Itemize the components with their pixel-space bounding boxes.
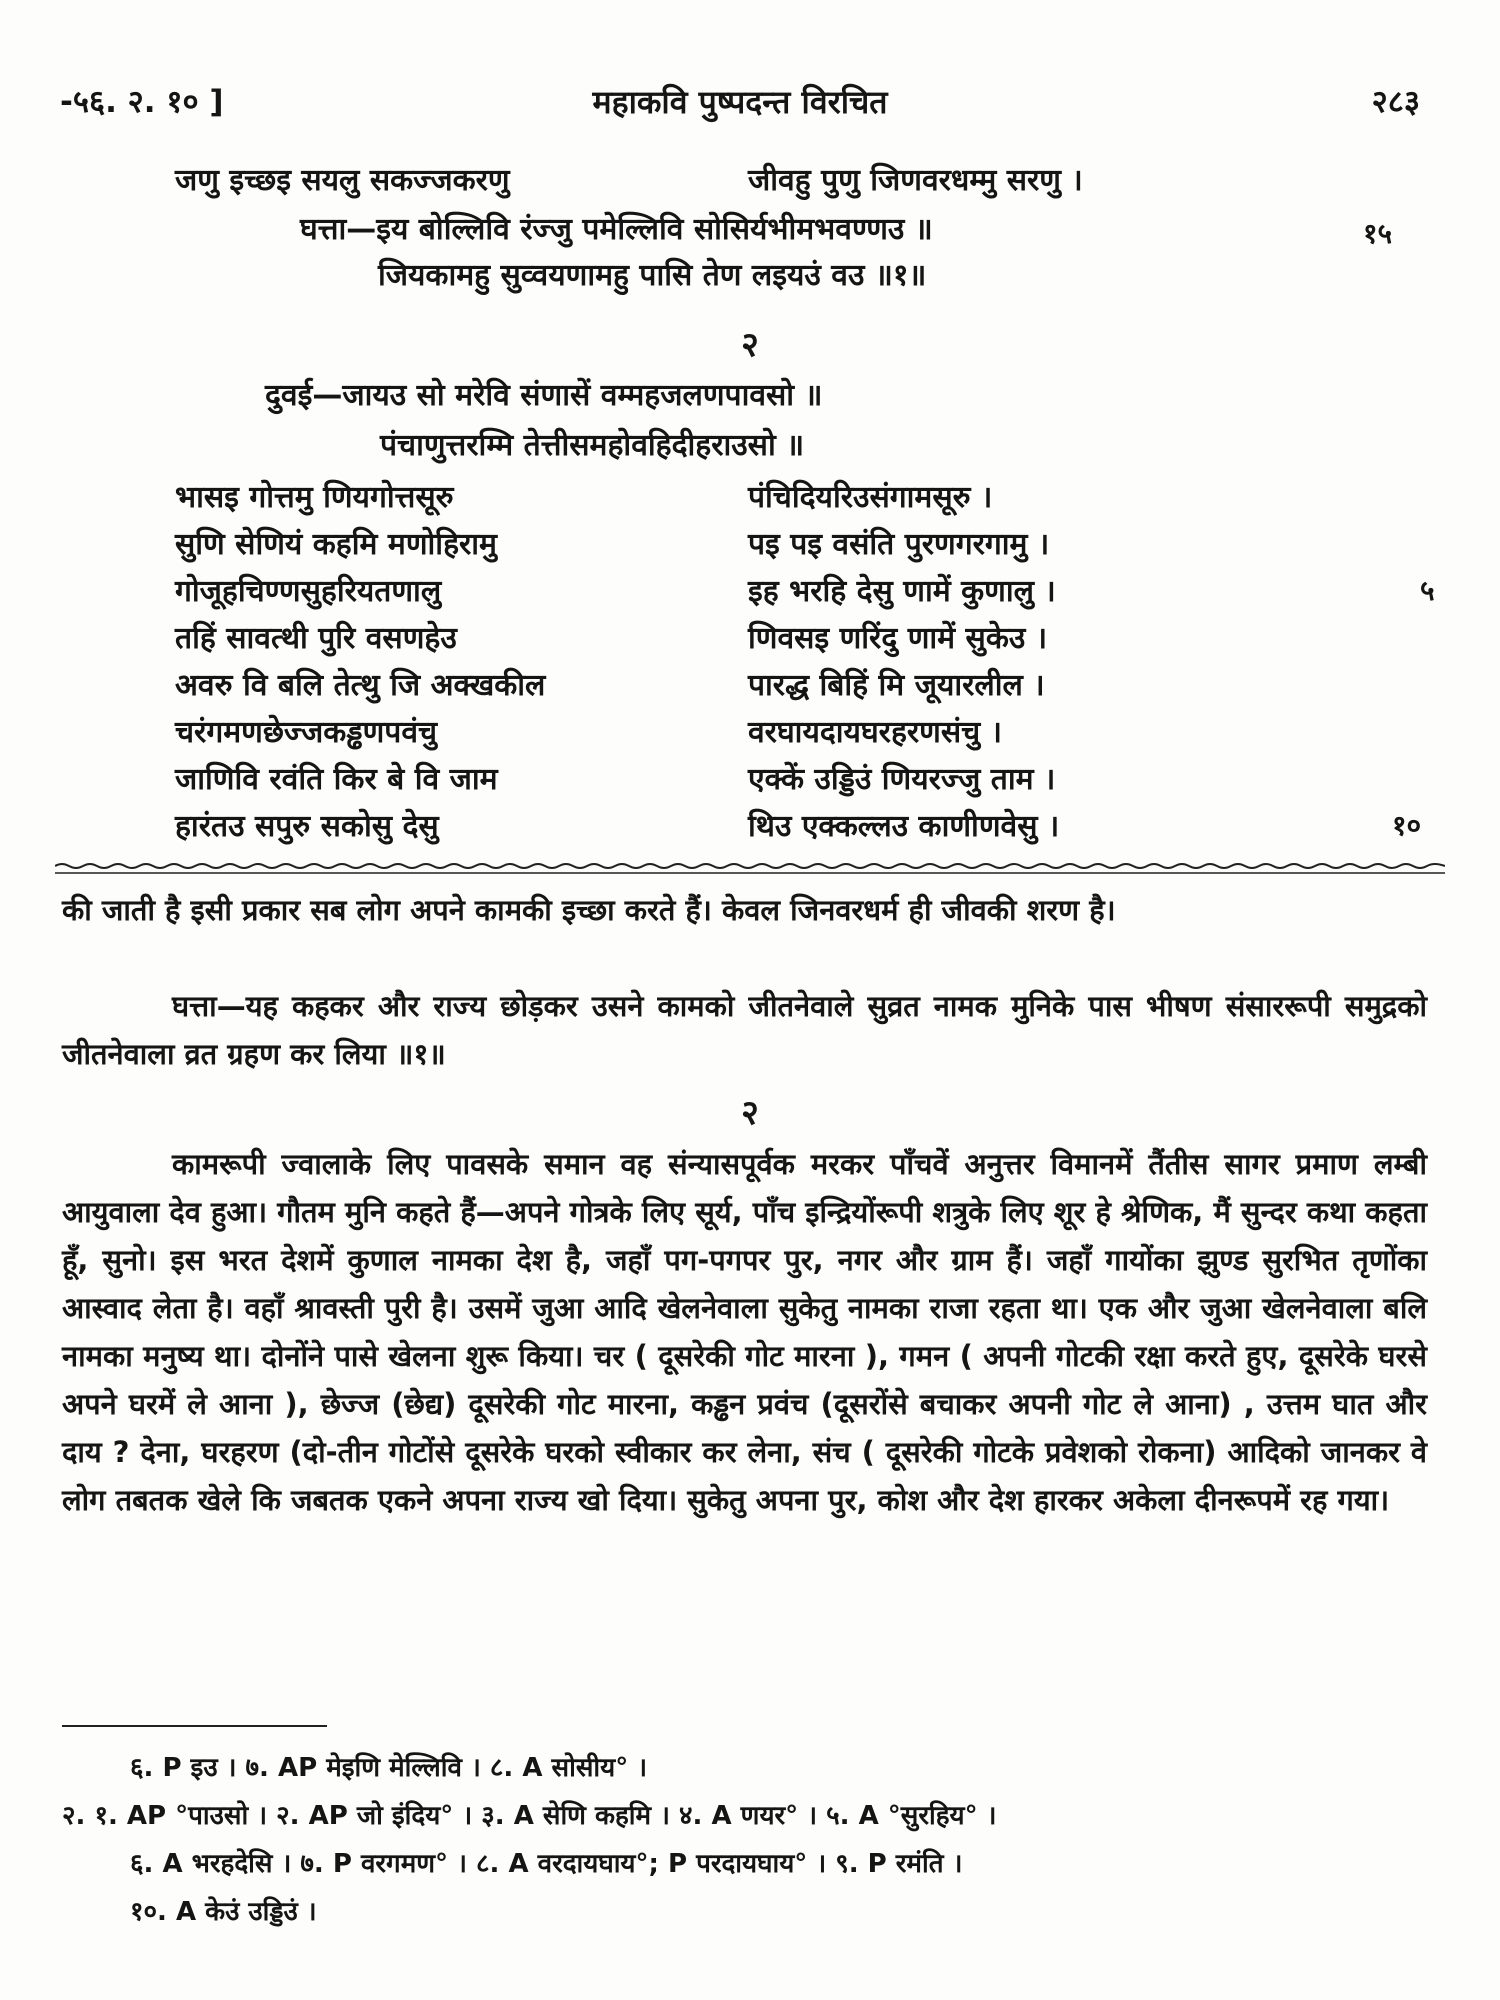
footnote-line: २. १. AP °पाउसो । २. AP जो इंदिय° । ३. A सेणि कहमि । ४. A णयर° । ५. A °सुरहिय° । [62,1801,997,1831]
book-title: महाकवि पुष्पदन्त विरचित [592,83,888,121]
page-number: २८३ [1371,84,1420,120]
couplet-line-b: एक्कें उड्डिउं णियरज्जु ताम । [748,762,1056,797]
couplet-line-a: तहिं सावत्थी पुरि वसणहेउ [175,621,457,656]
line-number: ५ [1420,574,1435,607]
duvai-line-1: दुवई—जायउ सो मरेवि संणासें वम्महजलणपावसो ॥ [265,378,823,413]
duvai-line-2: पंचाणुत्तरम्मि तेत्तीसमहोवहिदीहराउसो ॥ [380,428,805,463]
wavy-divider [55,862,1445,876]
section-heading: २ [741,325,759,365]
verse-line: जणु इच्छइ सयलु सकज्जकरणु [175,163,510,198]
running-head [60,80,1420,120]
couplet-line-b: पइ पइ वसंति पुरणगरगामु । [748,527,1050,562]
couplet-line-a: जाणिवि रवंति किर बे वि जाम [175,762,498,797]
footnote-line: १०. A केउं उड्डिउं । [130,1897,317,1927]
footnote-line: ६. P इउ । ७. AP मेइणि मेल्लिवि । ८. A सोसीय° । [130,1753,648,1783]
couplet-line-b: इह भरहि देसु णामें कुणालु । [748,574,1056,609]
couplet-line-a: भासइ गोत्तमु णियगोत्तसूरु [175,480,454,515]
footnote-line: ६. A भरहदेसि । ७. P वरगमण° । ८. A वरदायघाय°; P परदायघाय° । ९. P रमंति । [130,1849,963,1879]
couplet-line-a: अवरु वि बलि तेत्थु जि अक्खकील [175,668,546,703]
translation-section-heading: २ [741,1093,759,1133]
ghatta-line-2: जियकामहु सुव्वयणामहु पासि तेण लइयउं वउ ॥१॥ [378,258,927,293]
translation-paragraph-1: की जाती है इसी प्रकार सब लोग अपने कामकी इच्छा करते हैं। केवल जिनवरधर्म ही जीवकी शरण है। [62,893,1116,927]
translation-paragraph-3: कामरूपी ज्वालाके लिए पावसके समान वह संन्यासपूर्वक मरकर पाँचवें अनुत्तर विमानमें तैंतीस सागर प्रमाण लम्बी आयुवाला देव हुआ। गौतम मुनि कहते हैं—अपने गोत्रके लिए सूर्य, पाँच इन्द्रियोंरूपी शत्रुके लिए शूर हे श्रेणिक, मैं सुन्दर कथा कहता हूँ, सुनो। इस भरत देशमें कुणाल नामका देश है, जहाँ पग-पगपर पुर, नगर और ग्राम हैं। जहाँ गायोंका झुण्ड सुरभित तृणोंका आस्वाद लेता है। वहाँ श्रावस्ती पुरी है। उसमें जुआ आदि खेलनेवाला सुकेतु नामका राजा रहता था। एक और जुआ खेलनेवाला बलि नामका मनुष्य था। दोनोंने पासे खेलना शुरू किया। चर ( दूसरेकी गोट मारना ), गमन ( अपनी गोटकी रक्षा करते हुए, दूसरेके घरसे अपने घरमें ले आना ), छेज्ज (छेद्य) दूसरेकी गोट मारना, कड्ढन प्रवंच (दूसरोंसे बचाकर अपनी गोट ले आना) , उत्तम घात और दाय ? देना, घरहरण (दो-तीन गोटोंसे दूसरेके घरको स्वीकार कर लेना, संच ( दूसरेकी गोटके प्रवेशको रोकना) आदिको जानकर वे लोग तबतक खेले कि जबतक एकने अपना राज्य खो दिया। सुकेतु अपना पुर, कोश और देश हारकर अकेला दीनरूपमें रह गया। [62,1147,1427,1517]
couplet-line-b: वरघायदायघरहरणसंचु । [748,715,1002,750]
couplet-line-b: णिवसइ णरिंदु णामें सुकेउ । [748,621,1048,656]
couplet-line-a: गोजूहचिण्णसुहरियतणालु [175,574,442,609]
line-number: १० [1392,809,1422,842]
couplet-line-b: थिउ एक्कल्लउ काणीणवेसु । [748,809,1060,844]
couplet-line-a: हारंतउ सपुरु सकोसु देसु [175,809,439,844]
verse-line: जीवहु पुणु जिणवरधम्मु सरणु । [748,163,1083,198]
couplet-line-a: चरंगमणछेज्जकड्ढणपवंचु [175,715,438,750]
couplet-line-b: पंचिदियरिउसंगामसूरु । [748,480,993,515]
footnote-rule [62,1725,327,1727]
translation-ghatta: घत्ता—यह कहकर और राज्य छोड़कर उसने कामको जीतनेवाले सुव्रत नामक मुनिके पास भीषण संसाररूपी समुद्रको जीतनेवाला व्रत ग्रहण कर लिया ॥१॥ [62,989,1427,1071]
verse-reference: -५६. २. १० ] [60,84,224,120]
line-number: १५ [1363,217,1393,250]
couplet-line-a: सुणि सेणियं कहमि मणोहिरामु [175,527,497,562]
couplet-line-b: पारद्ध बिहिं मि जूयारलील । [748,668,1045,703]
ghatta-line-1: घत्ता—इय बोल्लिवि रंज्जु पमेल्लिवि सोसिर्यभीमभवण्णउ ॥ [300,212,933,247]
